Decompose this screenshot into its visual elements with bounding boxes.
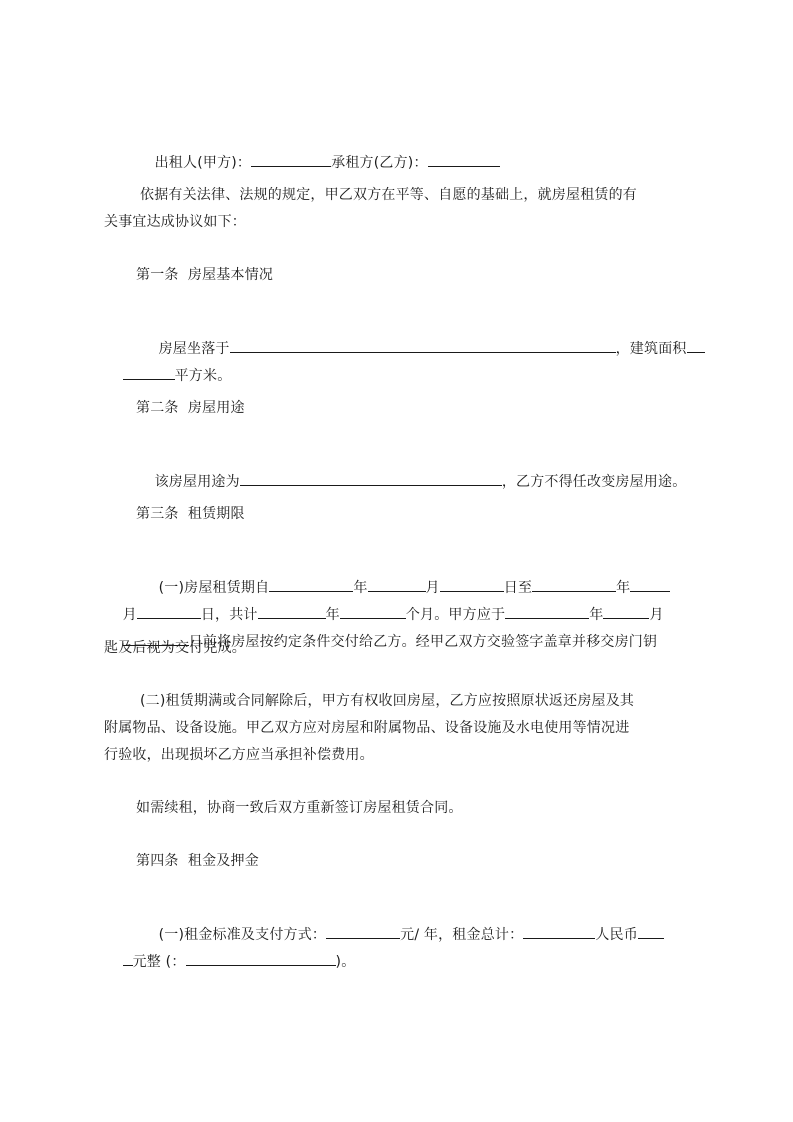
article-3-clause-2-line-2: 附属物品、设备设施。甲乙双方应对房屋和附属物品、设备设施及水电使用等情况进	[104, 720, 630, 736]
intro-line-2: 关事宜达成协议如下：	[104, 214, 246, 230]
article-3-clause-2-line-1: (二)租赁期满或合同解除后，甲方有权收回房屋，乙方应按照原状返还房屋及其	[140, 693, 635, 709]
rmb-blank-b	[123, 951, 133, 966]
article-3-clause-2-line-3: 行验收，出现损坏乙方应当承担补偿费用。	[104, 747, 374, 763]
month-label-3: 月	[649, 607, 664, 623]
year-label-3: 年	[325, 607, 340, 623]
article-4-clause-1-line-2	[104, 931, 355, 992]
deliver-text: 日前将房屋按约定条件交付给乙方。经甲乙双方交验签字盖章并移交房门钥	[188, 634, 658, 650]
lessee-label: 承租方(乙方)：	[331, 155, 428, 171]
area-unit: 平方米。	[174, 368, 232, 384]
rmb-blank-a	[638, 924, 664, 939]
location-prefix: 房屋坐落于	[158, 341, 230, 357]
purpose-prefix: 该房屋用途为	[154, 474, 240, 490]
rent-prefix: (一)租金标准及支付方式：	[158, 927, 327, 943]
close-label: )。	[335, 954, 356, 970]
per-year-label: 元/ 年，租金总计：	[400, 927, 524, 943]
rent-total-blank	[523, 924, 595, 939]
article-3-clause-1-line-4: 匙及后视为交付完成。	[104, 640, 246, 656]
term-prefix: (一)房屋租赁期自	[158, 580, 270, 596]
day-total-label: 日，共计	[200, 607, 258, 623]
lessor-blank	[251, 152, 331, 167]
article-2-title: 第二条 房屋用途	[136, 400, 245, 416]
location-blank	[230, 338, 616, 353]
amount-words-blank	[186, 951, 336, 966]
year-label: 年	[353, 580, 368, 596]
months-count-label: 个月。甲方应于	[405, 607, 506, 623]
year-label-4: 年	[589, 607, 604, 623]
lessor-label: 出租人(甲方)：	[154, 155, 252, 171]
intro-line-1: 依据有关法律、法规的规定，甲乙双方在平等、自愿的基础上，就房屋租赁的有	[140, 187, 637, 203]
rmb-label: 人民币	[595, 927, 638, 943]
purpose-suffix: ，乙方不得任改变房屋用途。	[501, 474, 687, 490]
yuan-whole-label: 元整 (：	[132, 954, 186, 970]
article-1-title: 第一条 房屋基本情况	[136, 267, 274, 283]
month-label-2: 月	[122, 607, 137, 623]
article-3-title: 第三条 租赁期限	[136, 506, 245, 522]
article-2-purpose-line	[136, 451, 686, 512]
article-3-renewal: 如需续租，协商一致后双方重新签订房屋租赁合同。	[136, 800, 463, 816]
year-label-2: 年	[616, 580, 631, 596]
purpose-blank	[240, 471, 502, 486]
area-blank-a	[687, 338, 705, 353]
article-1-area-line	[104, 345, 231, 406]
area-blank-b	[123, 365, 175, 380]
area-label: ，建筑面积	[615, 341, 687, 357]
article-4-title: 第四条 租金及押金	[136, 853, 259, 869]
lessee-blank	[428, 152, 500, 167]
month-label: 月	[425, 580, 440, 596]
day-to-label: 日至	[503, 580, 533, 596]
parties-line	[136, 132, 500, 193]
